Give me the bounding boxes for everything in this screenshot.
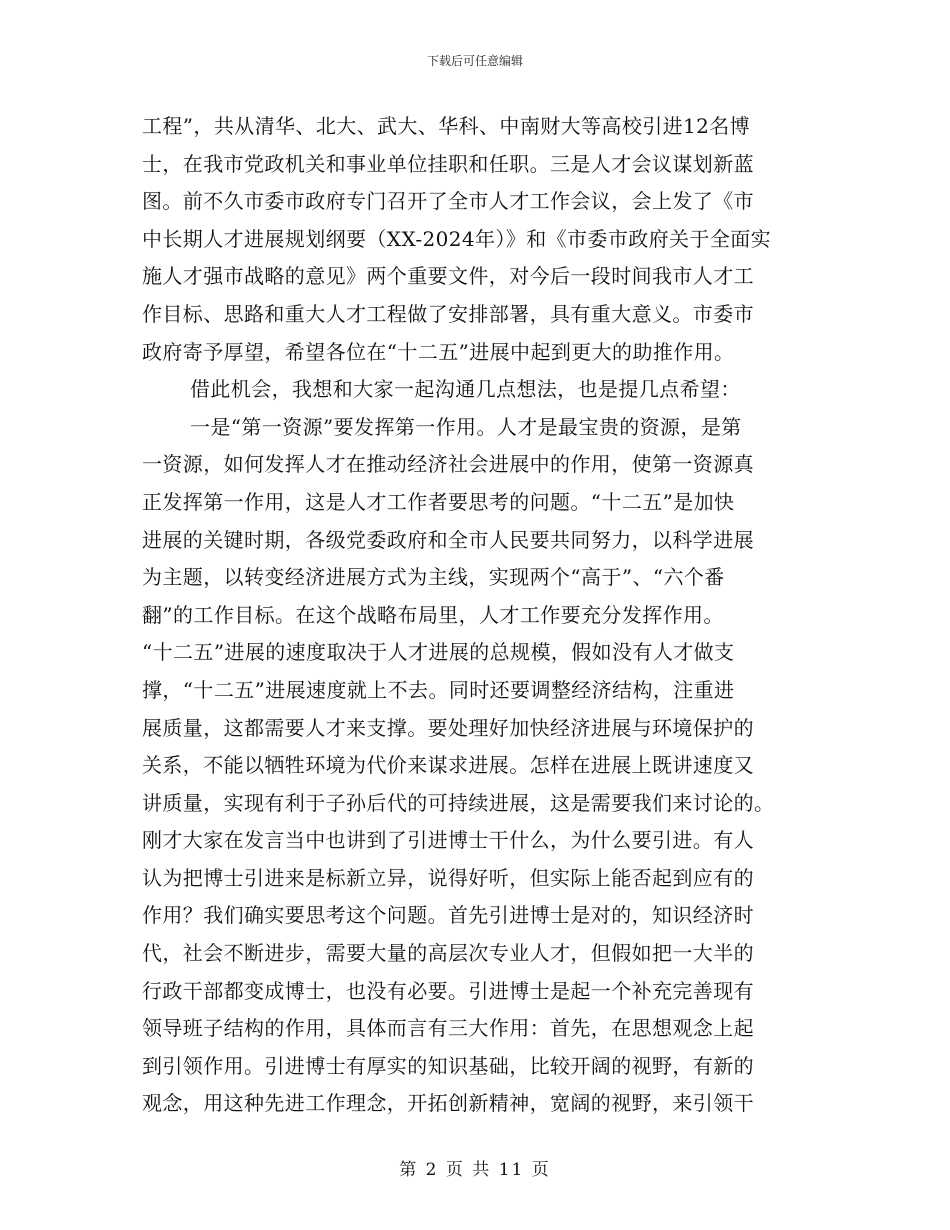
body-line: 士，在我市党政机关和事业单位挂职和任职。三是人才会议谋划新蓝 [142, 151, 754, 176]
paragraph-start-line: 一是“第一资源”要发挥第一作用。人才是最宝贵的资源，是第 [190, 414, 742, 439]
body-line: 中长期人才进展规划纲要（XX-2024年）》和《市委市政府关于全面实 [142, 226, 772, 251]
body-line: 关系，不能以牺牲环境为代价来谋求进展。怎样在进展上既讲速度又 [142, 753, 754, 778]
body-line: “十二五”进展的速度取决于人才进展的总规模，假如没有人才做支 [142, 640, 735, 665]
body-line: 讲质量，实现有利于子孙后代的可持续进展，这是需要我们来讨论的。 [142, 790, 775, 815]
body-line: 图。前不久市委市政府专门召开了全市人才工作会议，会上发了《市 [142, 189, 754, 214]
body-line: 领导班子结构的作用，具体而言有三大作用：首先，在思想观念上起 [142, 1016, 754, 1041]
page-number-footer: 第 2 页 共 11 页 [399, 1160, 551, 1180]
body-line: 工程”，共从清华、北大、武大、华科、中南财大等高校引进12名博 [142, 114, 751, 138]
page-header: 下载后可任意编辑 [426, 54, 523, 68]
body-line: 撑，“十二五”进展速度就上不去。同时还要调整经济结构，注重进 [142, 677, 735, 702]
body-line: 为主题，以转变经济进展方式为主线，实现两个“高于”、“六个番 [142, 565, 725, 590]
paragraph-start-line: 借此机会，我想和大家一起沟通几点想法，也是提几点希望： [190, 377, 741, 402]
document-body [142, 108, 812, 1123]
body-line: 代，社会不断进步，需要大量的高层次专业人才，但假如把一大半的 [142, 941, 754, 966]
body-line: 翻”的工作目标。在这个战略布局里，人才工作要充分发挥作用。 [142, 602, 724, 627]
body-line: 观念，用这种先进工作理念，开拓创新精神，宽阔的视野，来引领干 [142, 1091, 754, 1116]
body-line: 到引领作用。引进博士有厚实的知识基础，比较开阔的视野，有新的 [142, 1053, 754, 1078]
body-line: 作用？我们确实要思考这个问题。首先引进博士是对的，知识经济时 [142, 903, 754, 928]
body-line: 行政干部都变成博士，也没有必要。引进博士是起一个补充完善现有 [142, 978, 754, 1003]
body-line: 认为把博士引进来是标新立异，说得好听，但实际上能否起到应有的 [142, 865, 754, 890]
body-line: 施人才强市战略的意见》两个重要文件，对今后一段时间我市人才工 [142, 264, 754, 289]
body-line: 刚才大家在发言当中也讲到了引进博士干什么，为什么要引进。有人 [142, 828, 754, 853]
body-line: 一资源，如何发挥人才在推动经济社会进展中的作用，使第一资源真 [142, 452, 754, 477]
body-line: 政府寄予厚望，希望各位在“十二五”进展中起到更大的助推作用。 [142, 339, 735, 364]
body-line: 作目标、思路和重大人才工程做了安排部署，具有重大意义。市委市 [142, 301, 754, 326]
body-line: 进展的关键时期，各级党委政府和全市人民要共同努力，以科学进展 [142, 527, 754, 552]
body-line: 展质量，这都需要人才来支撑。要处理好加快经济进展与环境保护的 [142, 715, 754, 740]
body-line: 正发挥第一作用，这是人才工作者要思考的问题。“十二五”是加快 [142, 489, 735, 514]
